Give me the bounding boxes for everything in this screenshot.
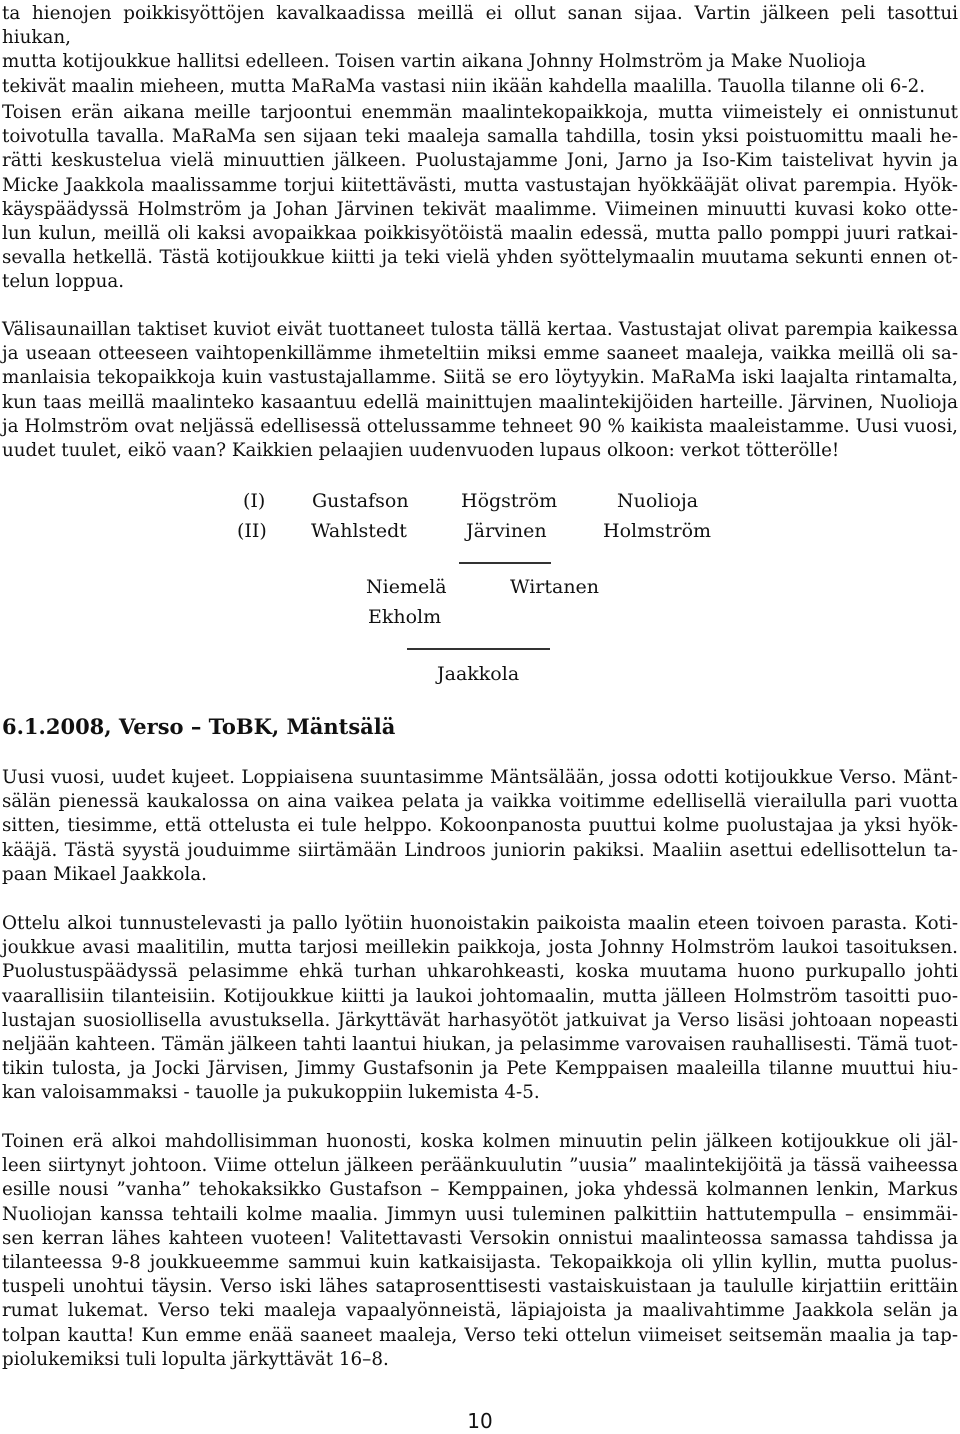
text-line: lun kulun, meillä oli kaksi avopaikkaa poikkisyötöistä maalin edessä, mutta pallo pomppi juuri ratkai-	[2, 223, 958, 245]
text-line: uudet tuulet, eikö vaan? Kaikkien pelaajien uudenvuoden lupaus olkoon: verkot tötterölle!	[2, 440, 840, 462]
paragraph-1	[2, 2, 958, 99]
paragraph-4	[2, 766, 958, 887]
text-line: joukkue avasi maalitilin, mutta tarjosi meillekin paikkoja, josta Johnny Holmström laukoi tasoituksen.	[2, 937, 958, 959]
paragraph-2	[2, 101, 958, 295]
text-line: piolukemiksi tuli lopulta järkyttävät 16–8.	[2, 1348, 389, 1370]
text-line: toivotulla tavalla. MaRaMa sen sijaan teki maaleja samalla tahdilla, tosin yksi poistuomittu maali he-	[2, 126, 958, 148]
text-line: Micke Jaakkola maalissamme torjui kiitettävästi, mutta vastustajan hyökkääjät olivat parempia. Hyök-	[2, 174, 958, 196]
text-line: ja Holmström ovat neljässä edellisessä ottelussamme tehneet 90 % kaikista maaleistamme. Uusi vuosi,	[2, 415, 958, 437]
line-2-right-wing: Holmström	[603, 520, 712, 542]
line-2-label: (II)	[237, 520, 267, 542]
text-line: sen kerran lähes kahteen vuoteen! Valitettavasti Versokin onnistui maalinteossa samassa tahdissa ja	[2, 1227, 958, 1249]
goalie: Jaakkola	[437, 663, 520, 685]
paragraph-5	[2, 912, 958, 1106]
text-line: Uusi vuosi, uudet kujeet. Loppiaisena suuntasimme Mäntsälään, jossa odotti kotijoukkue Verso. Mänt-	[2, 767, 958, 788]
divider-rule	[459, 562, 551, 564]
line-1-center: Högström	[461, 490, 558, 512]
page-number: 10	[467, 1409, 493, 1433]
text-line: tuspeli unohtui täysin. Verso iski lähes sataprosenttisesti vastaiskuistaan ja taululle kirjattiin erittäin	[2, 1276, 958, 1298]
match-heading: 6.1.2008, Verso – ToBK, Mäntsälä	[2, 714, 396, 739]
text-line: Toinen erä alkoi mahdollisimman huonosti, koska kolmen minuutin pelin jälkeen kotijoukkue oli jäl-	[2, 1131, 958, 1152]
defense-1: Niemelä	[366, 576, 447, 598]
text-line: neljään kahteen. Tämän jälkeen tahti laantui hiukan, ja pelasimme varovaisen rauhallisesti. Tämä tuot-	[2, 1034, 958, 1056]
line-1-left-wing: Gustafson	[312, 490, 409, 512]
defense-3: Ekholm	[368, 606, 442, 628]
text-line: Ottelu alkoi tunnustelevasti ja pallo lyötiin huonoistakin paikoista maalin eteen toivoen parasta. Koti-	[2, 913, 958, 934]
text-line: tikin tulosta, ja Jocki Järvisen, Jimmy Gustafsonin ja Pete Kemppaisen maaleilla tilanne muuttui hiu-	[2, 1058, 958, 1080]
paragraph-3	[2, 318, 958, 463]
line-1-label: (I)	[243, 490, 266, 512]
text-line: sitten, tiesimme, että ottelusta ei tule helppo. Kokoonpanosta puuttui kolme puolustajaa ja yksi hyök-	[2, 815, 958, 837]
text-line: Puolustuspäädyssä pelasimme ehkä turhan uhkarohkeasti, koska muutama huono purkupallo johti	[2, 961, 958, 983]
text-line: paan Mikael Jaakkola.	[2, 863, 207, 885]
text-line: leen siirtynyt johtoon. Viime ottelun jälkeen peräänkuulutin ”uusia” maalintekijöitä ja tässä vaiheessa	[2, 1155, 958, 1177]
text-line: Toisen erän aikana meille tarjoontui enemmän maalintekopaikkoja, mutta viimeistely ei onnistunut	[2, 102, 958, 123]
text-line: mutta kotijoukkue hallitsi edelleen. Toisen vartin aikana Johnny Holmström ja Make Nuolioja	[2, 51, 867, 73]
text-line: Välisaunaillan taktiset kuviot eivät tuottaneet tulosta tällä kertaa. Vastustajat olivat parempia kaikessa	[2, 319, 958, 340]
text-line: ta hienojen poikkisyöttöjen kavalkaadissa meillä ei ollut sanan sijaa. Vartin jälkeen peli tasottui hiukan,	[2, 3, 958, 49]
text-line: sälän pienessä kaukalossa on aina vaikea pelata ja vaikka voitimme edellisellä vierailulla pari vuotta	[2, 791, 958, 813]
line-2-center: Järvinen	[466, 520, 547, 542]
text-line: vaarallisiin tilanteisiin. Kotijoukkue kiitti ja laukoi johtomaalin, mutta jälleen Holmström tasoitti puo-	[2, 985, 958, 1007]
text-line: manlaisia tekopaikkoja kuin vastustajallamme. Siitä se ero löytyykin. MaRaMa iski laajalta rintamalta,	[2, 367, 958, 389]
text-line: esille nousi ”vanha” tehokaksikko Gustafson – Kemppainen, joka yhdessä kolmannen lenkin, Markus	[2, 1179, 958, 1201]
text-line: kun taas meillä maalinteko kasaantuu edellä mainittujen maalintekijöiden harteille. Järvinen, Nuolioja	[2, 391, 958, 413]
text-line: tolpan kautta! Kun emme enää saaneet maaleja, Verso teki ottelun viimeiset seitsemän maalia ja tap-	[2, 1324, 958, 1346]
defense-2: Wirtanen	[510, 576, 600, 598]
text-line: Nuoliojan kanssa tehtaili kolme maalia. Jimmyn uusi tuleminen palkittiin hattutempulla – ensimmäi-	[2, 1203, 958, 1225]
text-line: kan valoisammaksi - tauolle ja pukukoppiin lukemista 4-5.	[2, 1082, 540, 1104]
line-1-right-wing: Nuolioja	[617, 490, 699, 512]
text-line: sevalla hetkellä. Tästä kotijoukkue kiitti ja teki vielä yhden syöttelymaalin muutama sekunti ennen ot-	[2, 247, 958, 269]
text-line: telun loppua.	[2, 271, 125, 293]
text-line: kääjä. Tästä syystä jouduimme siirtämään Lindroos juniorin pakiksi. Maaliin asettui edellisottelun ta-	[2, 839, 958, 861]
line-2-left-wing: Wahlstedt	[311, 520, 407, 542]
text-line: rumat lukemat. Verso teki maaleja vapaalyönneistä, läpiajoista ja maalivahtimme Jaakkola selän ja	[2, 1300, 958, 1322]
text-line: rätti keskustelua vielä minuuttien jälkeen. Puolustajamme Joni, Jarno ja Iso-Kim taistelivat hyvin ja	[2, 150, 958, 172]
text-line: ja useaan otteeseen vaihtopenkillämme ihmeteltiin miksi emme saaneet maaleja, vaikka meillä oli sa-	[2, 343, 958, 365]
divider-rule	[407, 648, 550, 650]
text-line: tekivät maalin mieheen, mutta MaRaMa vastasi niin ikään kahdella maalilla. Tauolla tilanne oli 6-2.	[2, 75, 926, 97]
text-line: käyspäädyssä Holmström ja Johan Järvinen tekivät maalimme. Viimeinen minuutti kuvasi koko otte-	[2, 198, 958, 220]
paragraph-6	[2, 1130, 958, 1372]
text-line: lustajan suosiollisella avustuksella. Järkyttävät harhasyötöt jatkuivat ja Verso lisäsi johtoaan nopeasti	[2, 1009, 958, 1031]
text-line: tilanteessa 9-8 joukkueemme sammui kuin katkaisijasta. Tekopaikkoja oli yllin kyllin, mutta puolus-	[2, 1252, 958, 1274]
